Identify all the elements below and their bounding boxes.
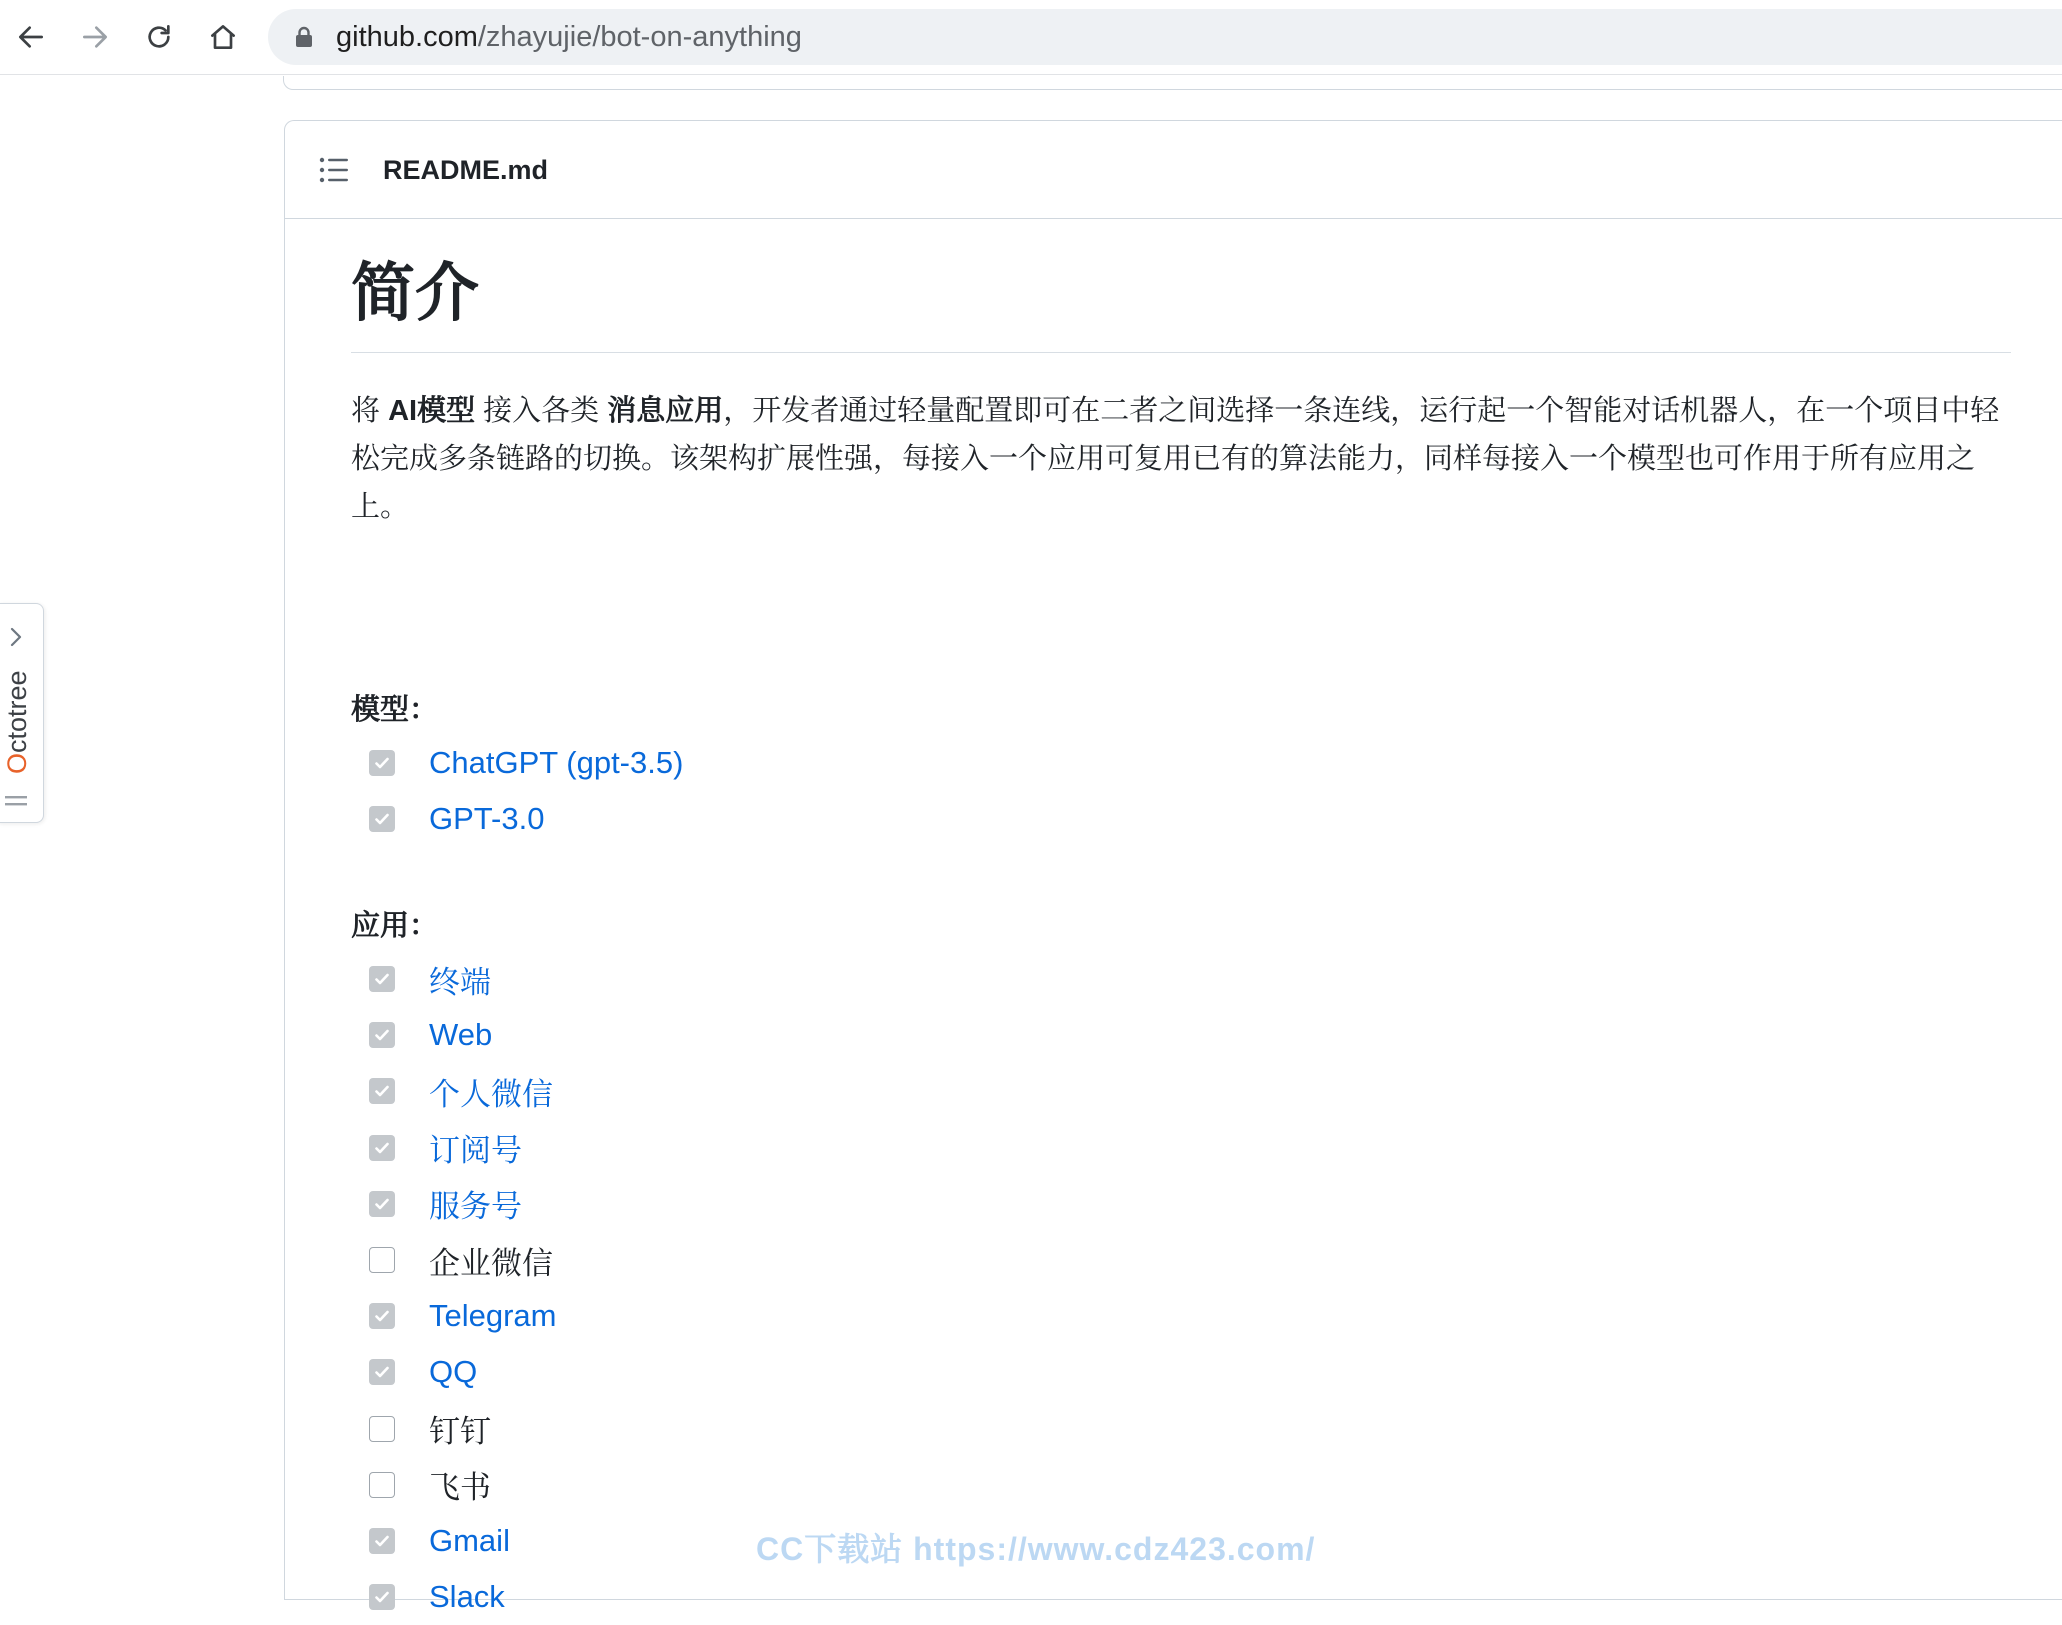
app-label-link[interactable]: Telegram: [429, 1298, 557, 1334]
checkbox-checked[interactable]: [369, 1078, 395, 1104]
app-label-link[interactable]: 订阅号: [429, 1133, 522, 1169]
checkbox-checked[interactable]: [369, 1303, 395, 1329]
app-label-link[interactable]: 终端: [429, 964, 491, 1000]
model-label-link[interactable]: GPT-3.0: [429, 801, 545, 837]
app-label: 飞书: [429, 1470, 491, 1506]
octotree-toggle[interactable]: [0, 603, 44, 823]
model-label-link[interactable]: ChatGPT (gpt-3.5): [429, 745, 684, 781]
app-label-link[interactable]: QQ: [429, 1354, 478, 1390]
octotree-label-rest: ctotree: [2, 670, 32, 753]
home-icon: [207, 21, 239, 53]
octotree-label: [2, 670, 33, 774]
checkbox-unchecked[interactable]: [369, 1472, 395, 1498]
models-heading: 模型：: [351, 694, 439, 726]
reload-button[interactable]: [136, 14, 182, 60]
octotree-label-initial: O: [2, 752, 32, 774]
app-label-link[interactable]: Gmail: [429, 1522, 510, 1558]
intro-text: 接入各类: [475, 395, 608, 427]
previous-box-edge: [283, 76, 2062, 90]
intro-text: 将: [351, 395, 389, 427]
intro-bold-text: AI模型: [388, 395, 476, 427]
home-button[interactable]: [200, 14, 246, 60]
checkmark-icon: [373, 1307, 391, 1325]
chevron-right-icon: [7, 626, 25, 648]
checkbox-checked[interactable]: [369, 1584, 395, 1610]
checkbox-checked[interactable]: [369, 806, 395, 832]
app-label-link[interactable]: 服务号: [429, 1189, 522, 1225]
checkbox-checked[interactable]: [369, 1359, 395, 1385]
checkbox-checked[interactable]: [369, 750, 395, 776]
grip-icon[interactable]: [4, 794, 28, 808]
intro-text: ，开发者通过轻量配置即可在二者之间选择一条连线，运行起一个智能对话机器人，在一个项目中轻松完成多条链路的切换。该架构扩展性强，每接入一个应用可复用已有的算法能力，同样每接入一个模型也可作用于所有应用之上。: [351, 395, 2000, 523]
url-text[interactable]: [336, 9, 802, 65]
checkmark-icon: [373, 970, 391, 988]
intro-paragraph: [351, 387, 2013, 531]
checkbox-unchecked[interactable]: [369, 1247, 395, 1273]
title-divider: [351, 352, 2011, 353]
checkmark-icon: [373, 1082, 391, 1100]
checkmark-icon: [373, 810, 391, 828]
intro-bold-text: 消息应用: [607, 395, 724, 427]
back-arrow-icon: [15, 21, 47, 53]
checkbox-checked[interactable]: [369, 1135, 395, 1161]
forward-arrow-icon: [79, 21, 111, 53]
checkmark-icon: [373, 1363, 391, 1381]
checkmark-icon: [373, 1026, 391, 1044]
checkbox-checked[interactable]: [369, 1022, 395, 1048]
url-path: /zhayujie/bot-on-anything: [477, 21, 802, 53]
forward-button[interactable]: [72, 14, 118, 60]
checkbox-checked[interactable]: [369, 1191, 395, 1217]
watermark: CC下载站 https://www.cdz423.com/: [756, 1531, 1316, 1567]
app-label-link[interactable]: Web: [429, 1017, 493, 1053]
reload-icon: [143, 21, 175, 53]
url-host: github.com: [336, 21, 478, 53]
checkmark-icon: [373, 1588, 391, 1606]
app-label: 企业微信: [429, 1245, 553, 1281]
app-label-link[interactable]: 个人微信: [429, 1076, 553, 1112]
checkmark-icon: [373, 1532, 391, 1550]
checkmark-icon: [373, 1195, 391, 1213]
apps-heading: 应用：: [351, 910, 439, 942]
checkbox-checked[interactable]: [369, 1528, 395, 1554]
checkmark-icon: [373, 754, 391, 772]
lock-icon[interactable]: [294, 26, 314, 48]
readme-filename: README.md: [383, 155, 549, 185]
checkbox-unchecked[interactable]: [369, 1416, 395, 1442]
app-label-link[interactable]: Slack: [429, 1579, 505, 1615]
app-label: 钉钉: [429, 1414, 491, 1450]
checkmark-icon: [373, 1139, 391, 1157]
readme-box: [284, 120, 2062, 1615]
checkbox-checked[interactable]: [369, 966, 395, 992]
back-button[interactable]: [8, 14, 54, 60]
address-bar[interactable]: [268, 9, 2062, 65]
browser-toolbar: [0, 0, 2062, 75]
list-icon[interactable]: [319, 157, 349, 183]
page-title: 简介: [351, 257, 479, 329]
readme-header: [285, 121, 2062, 219]
